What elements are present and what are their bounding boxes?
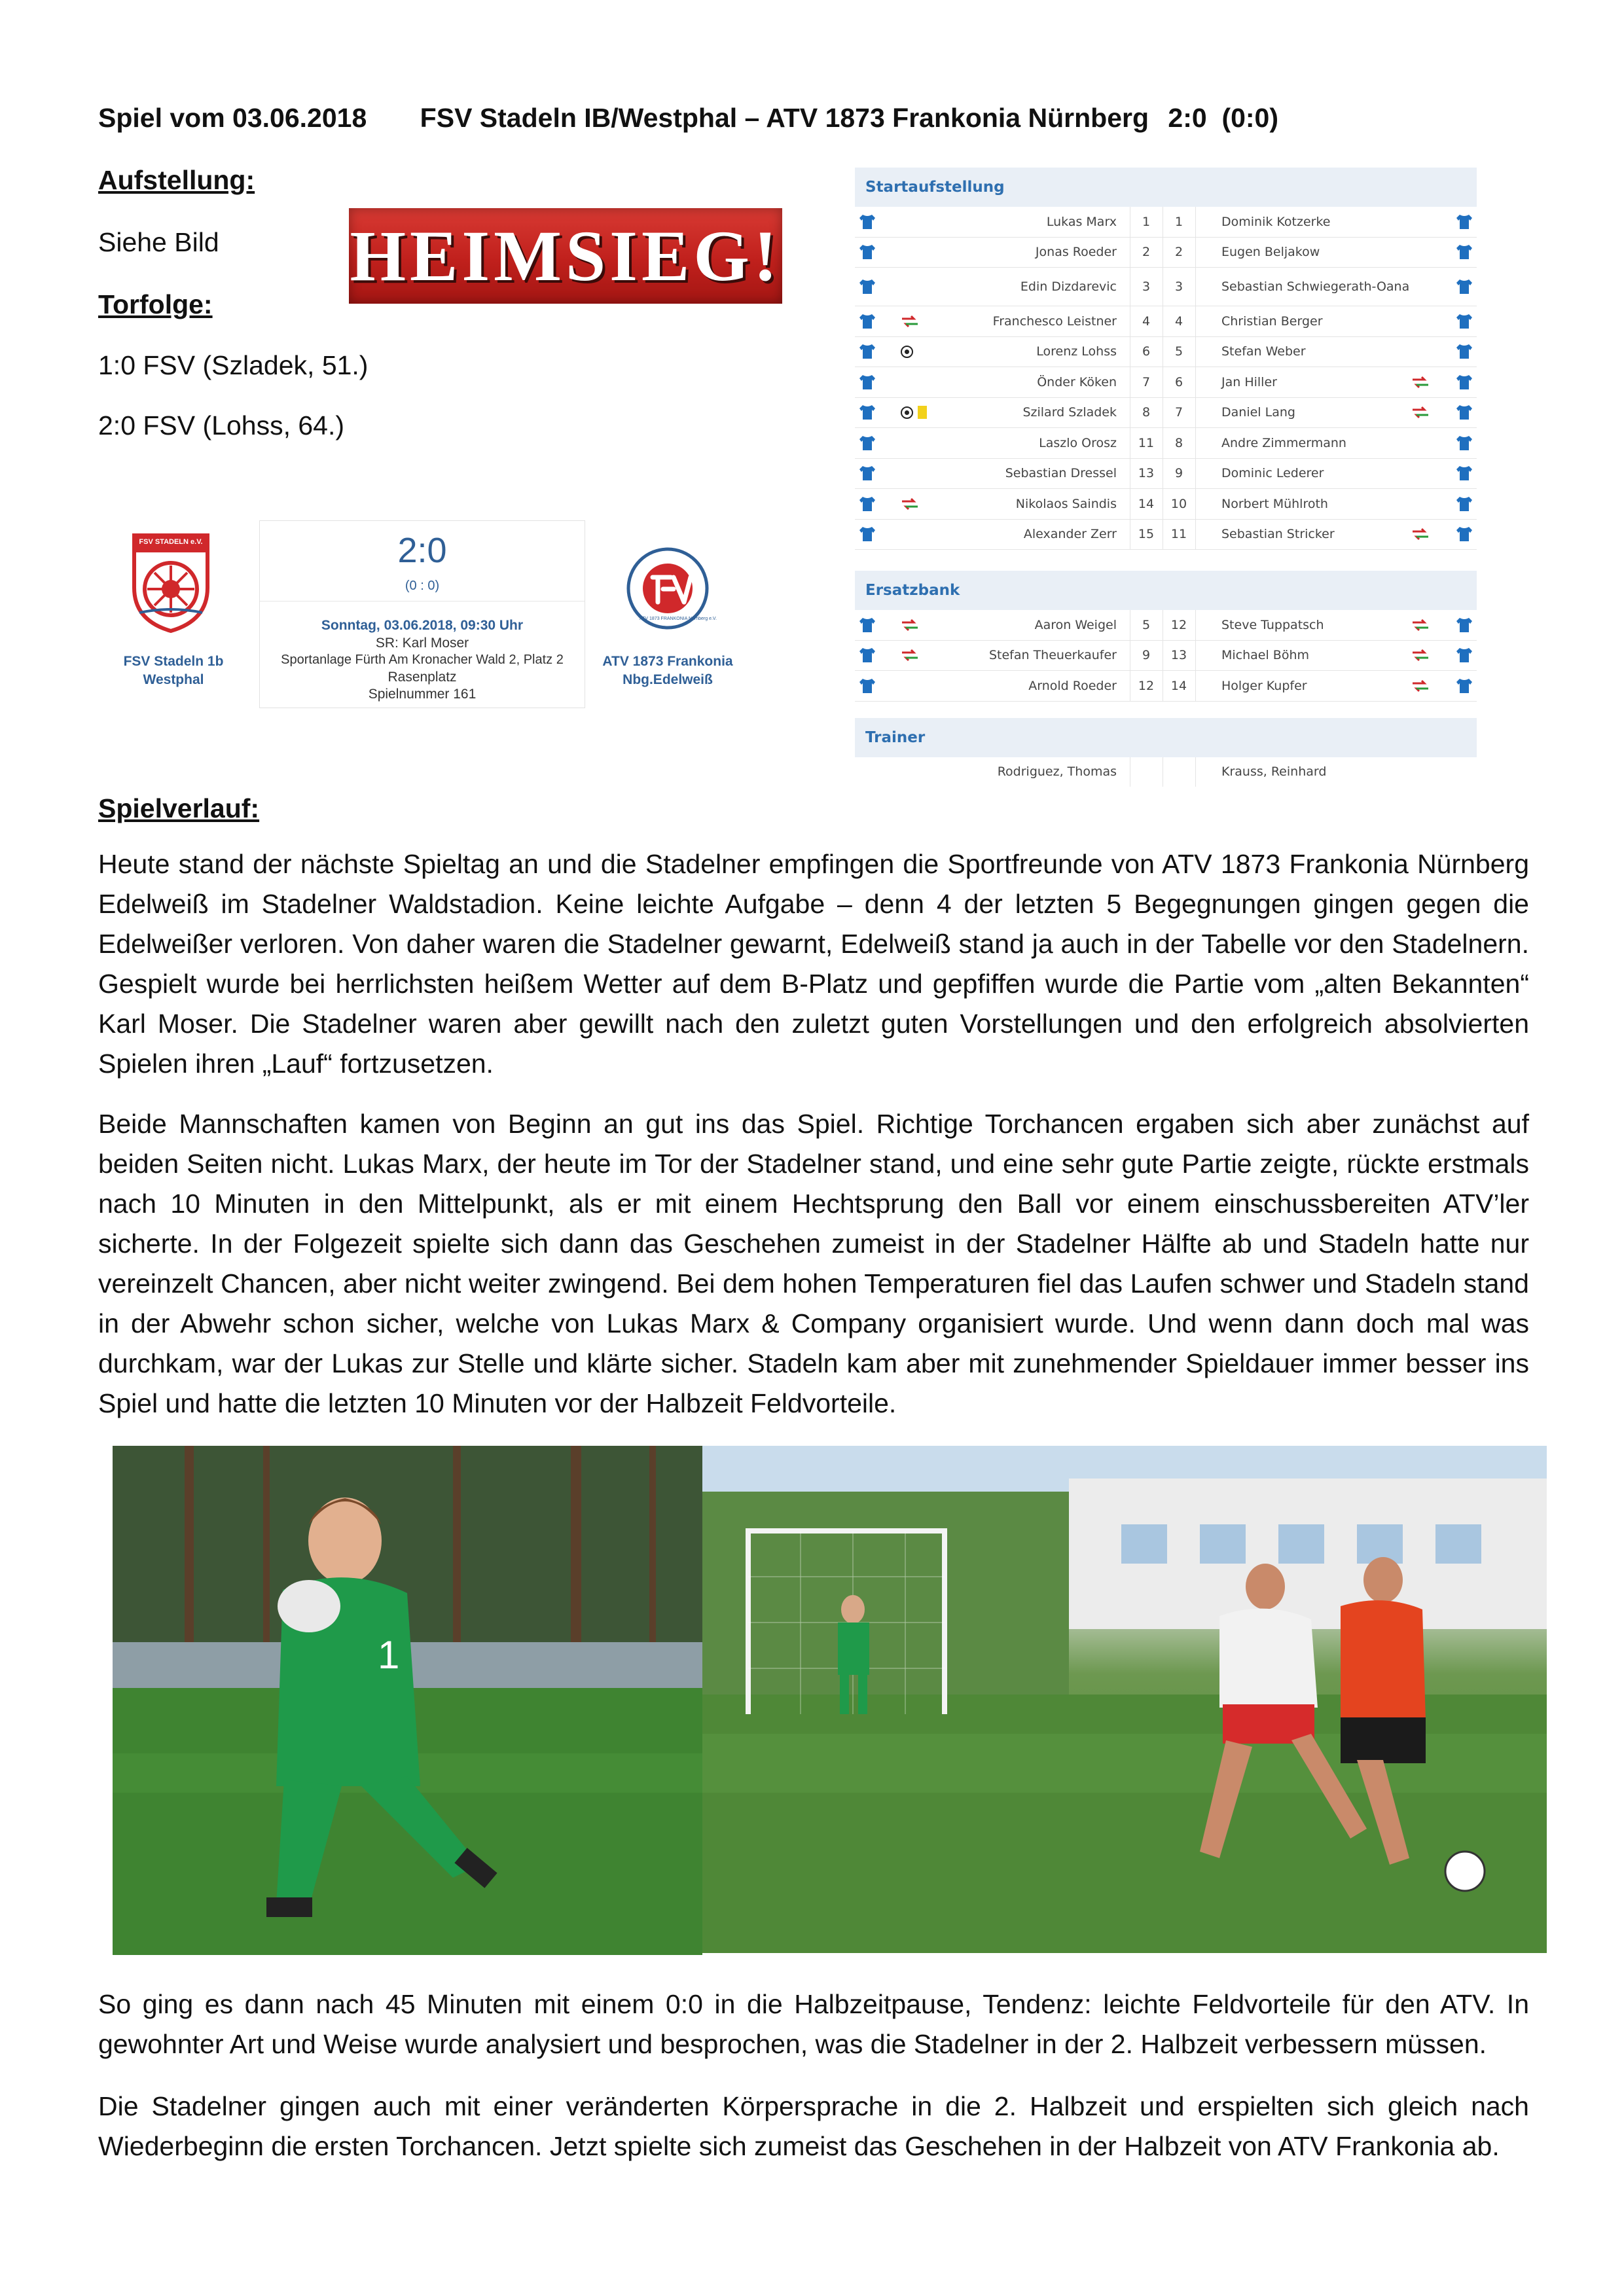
- referee: SR: Karl Moser: [375, 636, 469, 651]
- home-player-number: 8: [1142, 405, 1151, 420]
- away-crest: [625, 546, 717, 631]
- lineup-text: Siehe Bild: [98, 227, 219, 257]
- away-player-number: 8: [1174, 435, 1183, 450]
- heimsieg-banner: [349, 208, 782, 304]
- away-player-number: 9: [1174, 466, 1183, 481]
- away-player-name: Jan Hiller: [1221, 374, 1277, 389]
- match-result: 2:0 (0:0): [1168, 103, 1279, 133]
- lineup-spacer: [855, 550, 1477, 571]
- home-player-name: Arnold Roeder: [1028, 678, 1117, 693]
- away-player-number: 14: [1170, 678, 1187, 693]
- report-paragraph-4: Die Stadelner gingen auch mit einer veränderten Körpersprache in die 2. Halbzeit und erspielten sich gleich nach Wiederbeginn die ersten Torchancen. Jetzt spielte sich zumeist das Geschehen in der Halbzeit von ATV Frankonia ab.: [98, 2091, 1529, 2161]
- home-player-name: Lorenz Lohss: [1036, 344, 1117, 359]
- away-player-number: 7: [1174, 405, 1183, 420]
- start-lineup-heading: Startaufstellung: [855, 168, 1477, 207]
- home-team-name-1: FSV Stadeln 1b: [123, 654, 224, 669]
- start-row: [855, 520, 1477, 550]
- home-player-name: Önder Köken: [1037, 374, 1117, 389]
- row-divider-3: [1195, 428, 1196, 458]
- home-player-name: Sebastian Dressel: [1005, 466, 1117, 481]
- home-player-number: 13: [1138, 466, 1155, 481]
- away-player-name: Sebastian Schwiegerath-Oana: [1221, 279, 1410, 294]
- home-shirt-icon: [859, 435, 876, 451]
- duel-image: [702, 1446, 1547, 1953]
- start-row: [855, 306, 1477, 337]
- row-divider-3: [1195, 459, 1196, 489]
- home-player-number: 9: [1142, 648, 1151, 663]
- start-row: [855, 207, 1477, 238]
- bench-row: [855, 671, 1477, 702]
- halftime-score: (0 : 0): [405, 579, 440, 593]
- start-row: [855, 459, 1477, 490]
- substitution-icon: [1411, 406, 1430, 419]
- away-player-number: 11: [1170, 527, 1187, 542]
- home-player-name: Jonas Roeder: [1035, 245, 1117, 260]
- home-player-name: Stefan Theuerkaufer: [988, 648, 1117, 663]
- away-player-name: Dominik Kotzerke: [1221, 214, 1331, 229]
- row-divider-3: [1195, 238, 1196, 268]
- away-player-number: 4: [1174, 314, 1183, 329]
- substitution-icon: [901, 619, 919, 632]
- bench-heading: Ersatzbank: [855, 571, 1477, 610]
- lineup-table: [855, 168, 1477, 787]
- home-player-number: 7: [1142, 374, 1151, 389]
- away-shirt-icon: [1456, 344, 1473, 359]
- row-divider-3: [1195, 207, 1196, 237]
- away-player-number: 13: [1170, 648, 1187, 663]
- trainer-heading: Trainer: [855, 718, 1477, 757]
- report-paragraph-1: Heute stand der nächste Spieltag an und die Stadelner empfingen die Sportfreunde von ATV 1873 Frankonia Nürnberg Edelweiß im Stadelner Waldstadion. Keine leichte Aufgabe – denn 4 der letzten 5 Begegnungen gingen gegen die Edelweißer verloren. Von daher waren die Stadelner gewarnt, Edelweiß stand ja auch in der Tabelle vor den Stadelnern. Gespielt wurde bei herrlichsten heißem Wetter auf dem B-Platz und gepfiffen wurde die Partie vom „alten Bekannten“ Karl Moser. Die Stadelner waren aber gewillt nach den zuletzt guten Vorstellungen und den erfolgreich absolvierten Spielen ihren „Lauf“ fortzusetzen.: [98, 849, 1529, 1079]
- away-team-name-2: Nbg.Edelweiß: [623, 672, 713, 687]
- start-row: [855, 238, 1477, 268]
- home-player-number: 14: [1138, 496, 1155, 511]
- home-shirt-icon: [859, 279, 876, 295]
- start-row: [855, 367, 1477, 398]
- away-shirt-icon: [1456, 678, 1473, 694]
- home-shirt-icon: [859, 617, 876, 633]
- home-player-number: 12: [1138, 678, 1155, 693]
- start-lineup-rows: [855, 207, 1477, 550]
- home-player-number: 1: [1142, 214, 1151, 229]
- row-divider-3: [1195, 306, 1196, 336]
- away-player-number: 1: [1174, 214, 1183, 229]
- report-paragraph-3: So ging es dann nach 45 Minuten mit einem 0:0 in die Halbzeitpause, Tendenz: leichte Feldvorteile für den ATV. In gewohnter Art und Weise wurde analysiert und besprochen, was die Stadelner in der 2. Halbzeit verbessern müssen.: [98, 1989, 1529, 2059]
- row-divider-3: [1195, 367, 1196, 397]
- substitution-icon: [1411, 619, 1430, 632]
- start-row: [855, 398, 1477, 429]
- start-row: [855, 489, 1477, 520]
- home-player-number: 5: [1142, 617, 1151, 632]
- trainer-divider-3: [1195, 757, 1196, 787]
- row-divider-3: [1195, 337, 1196, 367]
- final-score: 2:0: [397, 531, 447, 570]
- substitution-icon: [901, 497, 919, 511]
- lineup-spacer-2: [855, 702, 1477, 718]
- heimsieg-banner-text: HEIMSIEG!: [350, 215, 782, 296]
- away-shirt-icon: [1456, 404, 1473, 420]
- substitution-icon: [1411, 679, 1430, 692]
- report-heading: Spielverlauf:: [98, 793, 260, 823]
- away-shirt-icon: [1456, 244, 1473, 260]
- away-shirt-icon: [1456, 435, 1473, 451]
- lineup-heading: Aufstellung:: [98, 165, 255, 195]
- goal-1: 1:0 FSV (Szladek, 51.): [98, 350, 369, 380]
- home-team-name: [108, 653, 239, 689]
- home-player-name: Aaron Weigel: [1034, 617, 1117, 632]
- goal-ball-icon: [901, 406, 913, 419]
- substitution-icon: [901, 315, 919, 328]
- yellow-card-icon: [918, 406, 927, 419]
- away-shirt-icon: [1456, 617, 1473, 633]
- home-shirt-icon: [859, 465, 876, 481]
- home-shirt-icon: [859, 404, 876, 420]
- away-player-number: 6: [1174, 374, 1183, 389]
- home-player-name: Alexander Zerr: [1023, 527, 1117, 542]
- away-player-name: Stefan Weber: [1221, 344, 1306, 359]
- match-header: [98, 98, 1278, 138]
- away-team-name-1: ATV 1873 Frankonia: [602, 654, 733, 669]
- away-shirt-icon: [1456, 314, 1473, 329]
- surface: Rasenplatz: [388, 670, 457, 685]
- bench-row: [855, 610, 1477, 641]
- photo-goalkeeper: [113, 1446, 702, 1955]
- away-crest-text: ATV 1873 FRANKONIA Nürnberg e.V.: [640, 617, 717, 621]
- goals-heading: Torfolge:: [98, 289, 213, 319]
- away-shirt-icon: [1456, 465, 1473, 481]
- home-player-number: 11: [1138, 435, 1155, 450]
- home-player-name: Lukas Marx: [1046, 214, 1117, 229]
- match-number: Spielnummer 161: [368, 687, 477, 702]
- goalkeeper-image: [113, 1446, 702, 1955]
- home-player-name: Laszlo Orosz: [1039, 435, 1117, 450]
- match-teams: FSV Stadeln IB/Westphal – ATV 1873 Frankonia Nürnberg: [420, 103, 1149, 133]
- photo-duel: [702, 1446, 1547, 1953]
- home-shirt-icon: [859, 374, 876, 390]
- report-paragraph-2: Beide Mannschaften kamen von Beginn an gut ins das Spiel. Richtige Torchancen ergaben sich aber zunächst auf beiden Seiten nicht. Lukas Marx, der heute im Tor der Stadelner stand, und eine sehr gute Partie zeigte, rückte erstmals nach 10 Minuten in den Mittelpunkt, als er mit einem Hechtsprung den Ball vor einem einschussbereiten ATV’ler sicherte. In der Folgezeit spielte sich dann das Geschehen zumeist in der Stadelner Hälfte ab und Stadeln hatte nur vereinzelt Chancen, aber nicht weiter zwingend. Bei dem hohen Temperaturen fiel das Laufen schwer und Stadeln stand in der Abwehr schon sicher, welche von Lukas Marx & Company organisiert wurde. Und wenn dann doch mal was durchkam, war der Lukas zur Stelle und klärte sicher. Stadeln kam aber mit zunehmender Spieldauer immer besser ins Spiel und hatte die letzten 10 Minuten vor der Halbzeit Feldvorteile.: [98, 1109, 1529, 1418]
- away-player-name: Norbert Mühlroth: [1221, 496, 1328, 511]
- goal-2: 2:0 FSV (Lohss, 64.): [98, 410, 345, 440]
- home-crest: [128, 529, 214, 634]
- row-divider-3: [1195, 641, 1196, 671]
- substitution-icon: [1411, 528, 1430, 541]
- home-shirt-icon: [859, 214, 876, 230]
- away-player-name: Dominic Lederer: [1221, 466, 1324, 481]
- home-shirt-icon: [859, 496, 876, 512]
- substitution-icon: [1411, 376, 1430, 389]
- home-shirt-icon: [859, 526, 876, 542]
- away-team-name: [592, 653, 743, 689]
- goal-ball-icon: [901, 346, 913, 358]
- away-player-name: Michael Böhm: [1221, 648, 1310, 663]
- home-player-name: Franchesco Leistner: [992, 314, 1117, 329]
- match-datetime: Sonntag, 03.06.2018, 09:30 Uhr: [321, 618, 524, 633]
- home-player-number: 6: [1142, 344, 1151, 359]
- home-player-name: Edin Dizdarevic: [1020, 279, 1117, 294]
- away-player-number: 3: [1174, 279, 1183, 294]
- trainer-away: Krauss, Reinhard: [1221, 764, 1327, 780]
- away-player-name: Christian Berger: [1221, 314, 1323, 329]
- home-shirt-icon: [859, 678, 876, 694]
- substitution-icon: [1411, 649, 1430, 662]
- home-team-name-2: Westphal: [143, 672, 204, 687]
- row-divider-3: [1195, 398, 1196, 428]
- away-player-number: 2: [1174, 245, 1183, 260]
- home-player-name: Szilard Szladek: [1022, 405, 1117, 420]
- home-shirt-icon: [859, 314, 876, 329]
- home-shirt-icon: [859, 647, 876, 663]
- row-divider-3: [1195, 610, 1196, 640]
- away-player-name: Eugen Beljakow: [1221, 245, 1320, 260]
- away-player-name: Daniel Lang: [1221, 405, 1295, 420]
- away-player-name: Sebastian Stricker: [1221, 527, 1335, 542]
- away-shirt-icon: [1456, 526, 1473, 542]
- start-row: [855, 268, 1477, 306]
- away-player-number: 5: [1174, 344, 1183, 359]
- trainer-home: Rodriguez, Thomas: [997, 764, 1117, 780]
- away-player-number: 12: [1170, 617, 1187, 632]
- jersey-number-text: 1: [378, 1633, 400, 1677]
- home-player-number: 3: [1142, 279, 1151, 294]
- away-shirt-icon: [1456, 214, 1473, 230]
- home-player-number: 15: [1138, 527, 1155, 542]
- away-player-name: Steve Tuppatsch: [1221, 617, 1324, 632]
- row-divider-3: [1195, 489, 1196, 519]
- away-shirt-icon: [1456, 647, 1473, 663]
- bench-row: [855, 641, 1477, 672]
- away-shirt-icon: [1456, 279, 1473, 295]
- start-row: [855, 337, 1477, 368]
- match-date: Spiel vom 03.06.2018: [98, 103, 367, 133]
- home-crest-text: FSV STADELN e.V.: [139, 538, 203, 546]
- away-player-name: Holger Kupfer: [1221, 678, 1307, 693]
- home-player-number: 2: [1142, 245, 1151, 260]
- substitution-icon: [901, 649, 919, 662]
- row-divider-3: [1195, 268, 1196, 306]
- home-player-number: 4: [1142, 314, 1151, 329]
- row-divider-3: [1195, 520, 1196, 550]
- home-shirt-icon: [859, 244, 876, 260]
- home-player-name: Nikolaos Saindis: [1015, 496, 1117, 511]
- row-divider-3: [1195, 671, 1196, 701]
- home-shirt-icon: [859, 344, 876, 359]
- venue: Sportanlage Fürth Am Kronacher Wald 2, Platz 2: [281, 653, 564, 667]
- away-player-name: Andre Zimmermann: [1221, 435, 1346, 450]
- score-box: [259, 520, 585, 708]
- trainer-row: [855, 757, 1477, 787]
- bench-rows: [855, 610, 1477, 702]
- away-shirt-icon: [1456, 496, 1473, 512]
- away-shirt-icon: [1456, 374, 1473, 390]
- away-player-number: 10: [1170, 496, 1187, 511]
- start-row: [855, 428, 1477, 459]
